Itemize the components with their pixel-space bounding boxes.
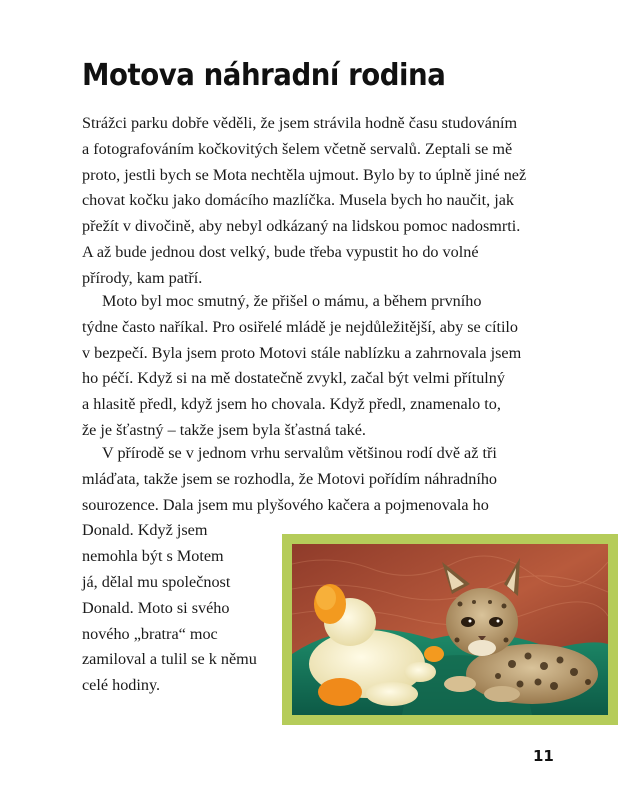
text-line: proto, jestli bych se Mota nechtěla ujmout. Bylo by to úplně jiné než: [82, 165, 527, 184]
photo-illustration: [292, 544, 608, 715]
page-number: 11: [533, 747, 554, 765]
text-line: ho péčí. Když si na mě dostatečně zvykl, začal být velmi přítulný: [82, 369, 505, 388]
text-line: chovat kočku jako domácího mazlíčka. Musela bych ho naučit, jak: [82, 191, 514, 210]
paragraph-2: [82, 289, 552, 444]
text-line: celé hodiny.: [82, 676, 161, 695]
text-line: a fotografováním kočkovitých šelem včetně servalů. Zeptali se mě: [82, 139, 513, 158]
text-line: v bezpečí. Byla jsem proto Motovi stále nablízku a zahrnovala jsem: [82, 343, 522, 362]
serval-kitten-photo: [292, 544, 608, 715]
photo-frame: [282, 534, 618, 725]
text-line: Donald. Moto si svého: [82, 598, 230, 617]
text-line: nového „bratra“ moc: [82, 624, 218, 643]
text-line: přežít v divočině, aby nebyl odkázaný na lidskou pomoc nadosmrti.: [82, 217, 521, 236]
page-title: Motova náhradní rodina: [82, 58, 446, 93]
text-line: V přírodě se v jednom vrhu servalům většinou rodí dvě až tři: [102, 444, 497, 462]
text-line: nemohla být s Motem: [82, 547, 224, 566]
text-line: Strážci parku dobře věděli, že jsem strávila hodně času studováním: [82, 114, 518, 132]
text-line: a hlasitě předl, když jsem ho chovala. Když předl, znamenalo to,: [82, 395, 501, 414]
text-line: Moto byl moc smutný, že přišel o mámu, a během prvního: [102, 292, 482, 310]
text-line: já, dělal mu společnost: [82, 572, 231, 591]
text-line: přírody, kam patří.: [82, 268, 203, 287]
paragraph-1: [82, 111, 552, 292]
text-line: že je šťastný – takže jsem byla šťastná také.: [82, 420, 366, 439]
text-line: mláďata, takže jsem se rozhodla, že Motovi pořídím náhradního: [82, 469, 498, 488]
text-line: sourozence. Dala jsem mu plyšového kačera a pojmenovala ho: [82, 495, 489, 514]
text-line: týdne často naříkal. Pro osiřelé mládě je nejdůležitější, aby se cítilo: [82, 317, 519, 336]
text-line: Donald. Když jsem: [82, 521, 208, 540]
text-line: A až bude jednou dost velký, bude třeba vypustit ho do volné: [82, 242, 479, 261]
text-line: zamiloval a tulil se k němu: [82, 650, 257, 669]
